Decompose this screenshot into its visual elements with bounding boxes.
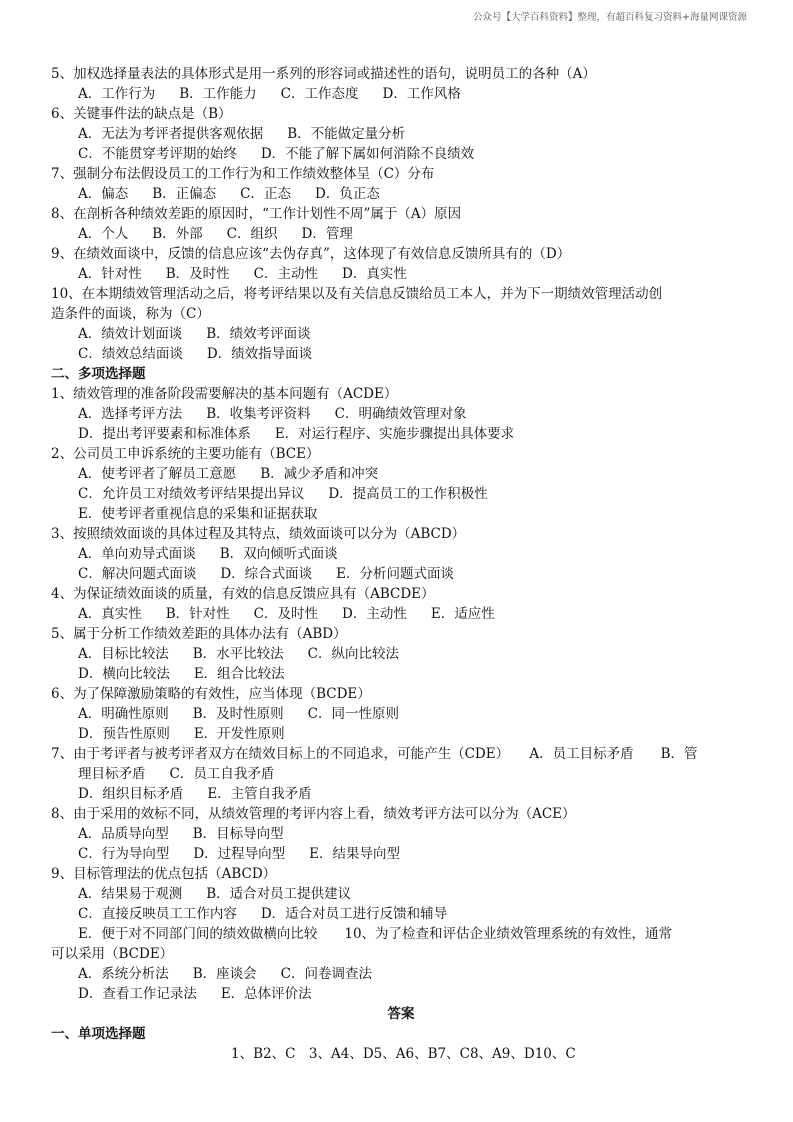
option-text: C．同一性原则 [307, 706, 400, 722]
option-text: 理目标矛盾 [78, 766, 146, 782]
option-text: B．双向倾听式面谈 [219, 546, 338, 562]
option-text: B．适合对员工提供建议 [206, 886, 352, 902]
option-text: C．行为导向型 [78, 846, 170, 862]
option-text: D．负正态 [315, 186, 380, 202]
option-text: C．主动性 [253, 266, 319, 282]
option-text: B．不能做定量分析 [287, 126, 406, 142]
option-text: D．提高员工的工作积极性 [328, 486, 488, 502]
question-text: 7、由于考评者与被考评者双方在绩效目标上的不同追求，可能产生（CDE） A．员工目标矛盾 B．管 [51, 746, 698, 762]
option-text: D．绩效指导面谈 [206, 346, 313, 362]
option-line [51, 884, 751, 904]
option-text: E．开发性原则 [193, 726, 285, 742]
option-line [51, 464, 751, 484]
option-text: D．查看工作记录法 [78, 986, 197, 1002]
option-text: B．及时性原则 [192, 706, 284, 722]
option-line [51, 664, 751, 684]
option-line [51, 424, 751, 444]
option-line [51, 604, 751, 624]
option-text: D．横向比较法 [78, 666, 170, 682]
option-text: B．及时性 [165, 266, 230, 282]
question-text: 8、由于采用的效标不同，从绩效管理的考评内容上看，绩效考评方法可以分为（ACE） [51, 806, 576, 822]
option-line [51, 784, 751, 804]
option-line [51, 824, 751, 844]
question-text: 9、在绩效面谈中，反馈的信息应该“去伪存真”，这体现了有效信息反馈所具有的（D） [51, 246, 571, 262]
question-text: 9、目标管理法的优点包括（ABCD） [51, 866, 277, 882]
option-line [51, 644, 751, 664]
option-text: C．允许员工对绩效考评结果提出异议 [78, 486, 305, 502]
option-text: E．便于对不同部门间的绩效做横向比较 10、为了检查和评估企业绩效管理系统的有效性，通常 [78, 926, 673, 942]
page-header: 公众号【大学百科资料】整理，有超百科复习资料+海量网课资源 [473, 12, 747, 23]
option-line [51, 924, 751, 944]
option-text: A．针对性 [78, 266, 142, 282]
question-text: 1、绩效管理的准备阶段需要解决的基本问题有（ACDE） [51, 386, 398, 402]
option-text: E．结果导向型 [309, 846, 401, 862]
option-text: D．不能了解下属如何消除不良绩效 [260, 146, 475, 162]
option-text: D．组织目标矛盾 [78, 786, 184, 802]
option-text: B．针对性 [165, 606, 230, 622]
option-text: D．综合式面谈 [220, 566, 313, 582]
question-text: 可以采用（BCDE） [51, 946, 174, 962]
option-line [51, 404, 751, 424]
option-line [51, 844, 751, 864]
option-text: D．预告性原则 [78, 726, 170, 742]
option-text: B．工作能力 [179, 86, 257, 102]
option-line [51, 144, 751, 164]
answers-title: 答案 [387, 1006, 415, 1022]
question-text: 2、公司员工申诉系统的主要功能有（BCE） [51, 446, 320, 462]
answers-line: 1、B2、C 3、A4、D5、A6、B7、C8、A9、D10、C [231, 1046, 576, 1062]
option-text: E．总体评价法 [220, 986, 312, 1002]
option-line [51, 564, 751, 584]
option-text: D．主动性 [342, 606, 407, 622]
option-text: A．偏态 [78, 186, 129, 202]
option-text: C．组织 [226, 226, 278, 242]
question-text: 7、强制分布法假设员工的工作行为和工作绩效整体呈（C）分布 [51, 166, 435, 182]
option-text: A．选择考评方法 [78, 406, 183, 422]
option-text: C．纵向比较法 [307, 646, 400, 662]
option-text: E．对运行程序、实施步骤提出具体要求 [274, 426, 515, 442]
option-text: C．工作态度 [280, 86, 359, 102]
option-text: E．使考评者重视信息的采集和证据获取 [78, 506, 318, 522]
document-body [51, 64, 751, 1064]
option-text: A．绩效计划面谈 [78, 326, 183, 342]
option-text: E．主管自我矛盾 [207, 786, 312, 802]
option-text: A．单向劝导式面谈 [78, 546, 196, 562]
question-list [51, 64, 751, 1004]
option-text: C．解决问题式面谈 [78, 566, 197, 582]
option-line [51, 84, 751, 104]
option-line [51, 484, 751, 504]
option-text: B．目标导向型 [192, 826, 284, 842]
question-text: 6、关键事件法的缺点是（B） [51, 106, 232, 122]
option-text: D．工作风格 [382, 86, 461, 102]
option-text: A．系统分析法 [78, 966, 169, 982]
option-text: C．明确绩效管理对象 [334, 406, 467, 422]
option-line [51, 324, 751, 344]
option-text: A．使考评者了解员工意愿 [78, 466, 237, 482]
option-text: C．直接反映员工工作内容 [78, 906, 237, 922]
option-text: D．管理 [301, 226, 353, 242]
question-text: 3、按照绩效面谈的具体过程及其特点，绩效面谈可以分为（ABCD） [51, 526, 466, 542]
option-text: D．适合对员工进行反馈和辅导 [260, 906, 448, 922]
option-text: C．不能贯穿考评期的始终 [78, 146, 237, 162]
option-line [51, 904, 751, 924]
section-heading: 二、多项选择题 [51, 366, 146, 382]
option-text: A．结果易于观测 [78, 886, 183, 902]
option-text: A．目标比较法 [78, 646, 169, 662]
answers-section-heading: 一、单项选择题 [51, 1026, 146, 1042]
option-line [51, 544, 751, 564]
question-text: 5、加权选择量表法的具体形式是用一系列的形容词或描述性的语句，说明员工的各种（A） [51, 66, 596, 82]
question-text: 5、属于分析工作绩效差距的具体办法有（ABD） [51, 626, 347, 642]
option-text: B．减少矛盾和冲突 [260, 466, 379, 482]
option-text: C．问卷调查法 [280, 966, 373, 982]
option-text: C．绩效总结面谈 [78, 346, 183, 362]
option-text: A．个人 [78, 226, 129, 242]
option-text: C．及时性 [253, 606, 319, 622]
option-text: B．收集考评资料 [206, 406, 311, 422]
option-text: B．正偏态 [152, 186, 217, 202]
option-text: B．水平比较法 [192, 646, 284, 662]
option-text: B．绩效考评面谈 [206, 326, 311, 342]
option-line [51, 184, 751, 204]
option-line [51, 704, 751, 724]
option-line [51, 764, 751, 784]
option-line [51, 724, 751, 744]
question-text: 6、为了保障激励策略的有效性，应当体现（BCDE） [51, 686, 371, 702]
option-line [51, 984, 751, 1004]
option-text: C．正态 [240, 186, 292, 202]
option-text: A．工作行为 [78, 86, 156, 102]
question-text: 10、在本期绩效管理活动之后，将考评结果以及有关信息反馈给员工本人，并为下一期绩效管理活动创 [51, 286, 663, 302]
option-text: B．座谈会 [192, 966, 257, 982]
option-text: A．明确性原则 [78, 706, 169, 722]
option-line [51, 124, 751, 144]
option-line [51, 224, 751, 244]
option-text: B．外部 [152, 226, 203, 242]
option-line [51, 264, 751, 284]
question-text: 造条件的面谈，称为（C） [51, 306, 210, 322]
option-line [51, 344, 751, 364]
option-text: C．员工自我矛盾 [169, 766, 275, 782]
option-text: A．真实性 [78, 606, 142, 622]
question-text: 4、为保证绩效面谈的质量，有效的信息反馈应具有（ABCDE） [51, 586, 435, 602]
option-text: D．真实性 [342, 266, 407, 282]
option-line [51, 504, 751, 524]
option-text: E．分析问题式面谈 [336, 566, 455, 582]
option-text: A．品质导向型 [78, 826, 169, 842]
option-text: E．组合比较法 [193, 666, 285, 682]
option-text: D．过程导向型 [193, 846, 286, 862]
option-text: D．提出考评要素和标准体系 [78, 426, 251, 442]
option-line [51, 964, 751, 984]
question-text: 8、在剖析各种绩效差距的原因时，“工作计划性不周”属于（A）原因 [51, 206, 462, 222]
option-text: E．适应性 [430, 606, 495, 622]
option-text: A．无法为考评者提供客观依据 [78, 126, 264, 142]
